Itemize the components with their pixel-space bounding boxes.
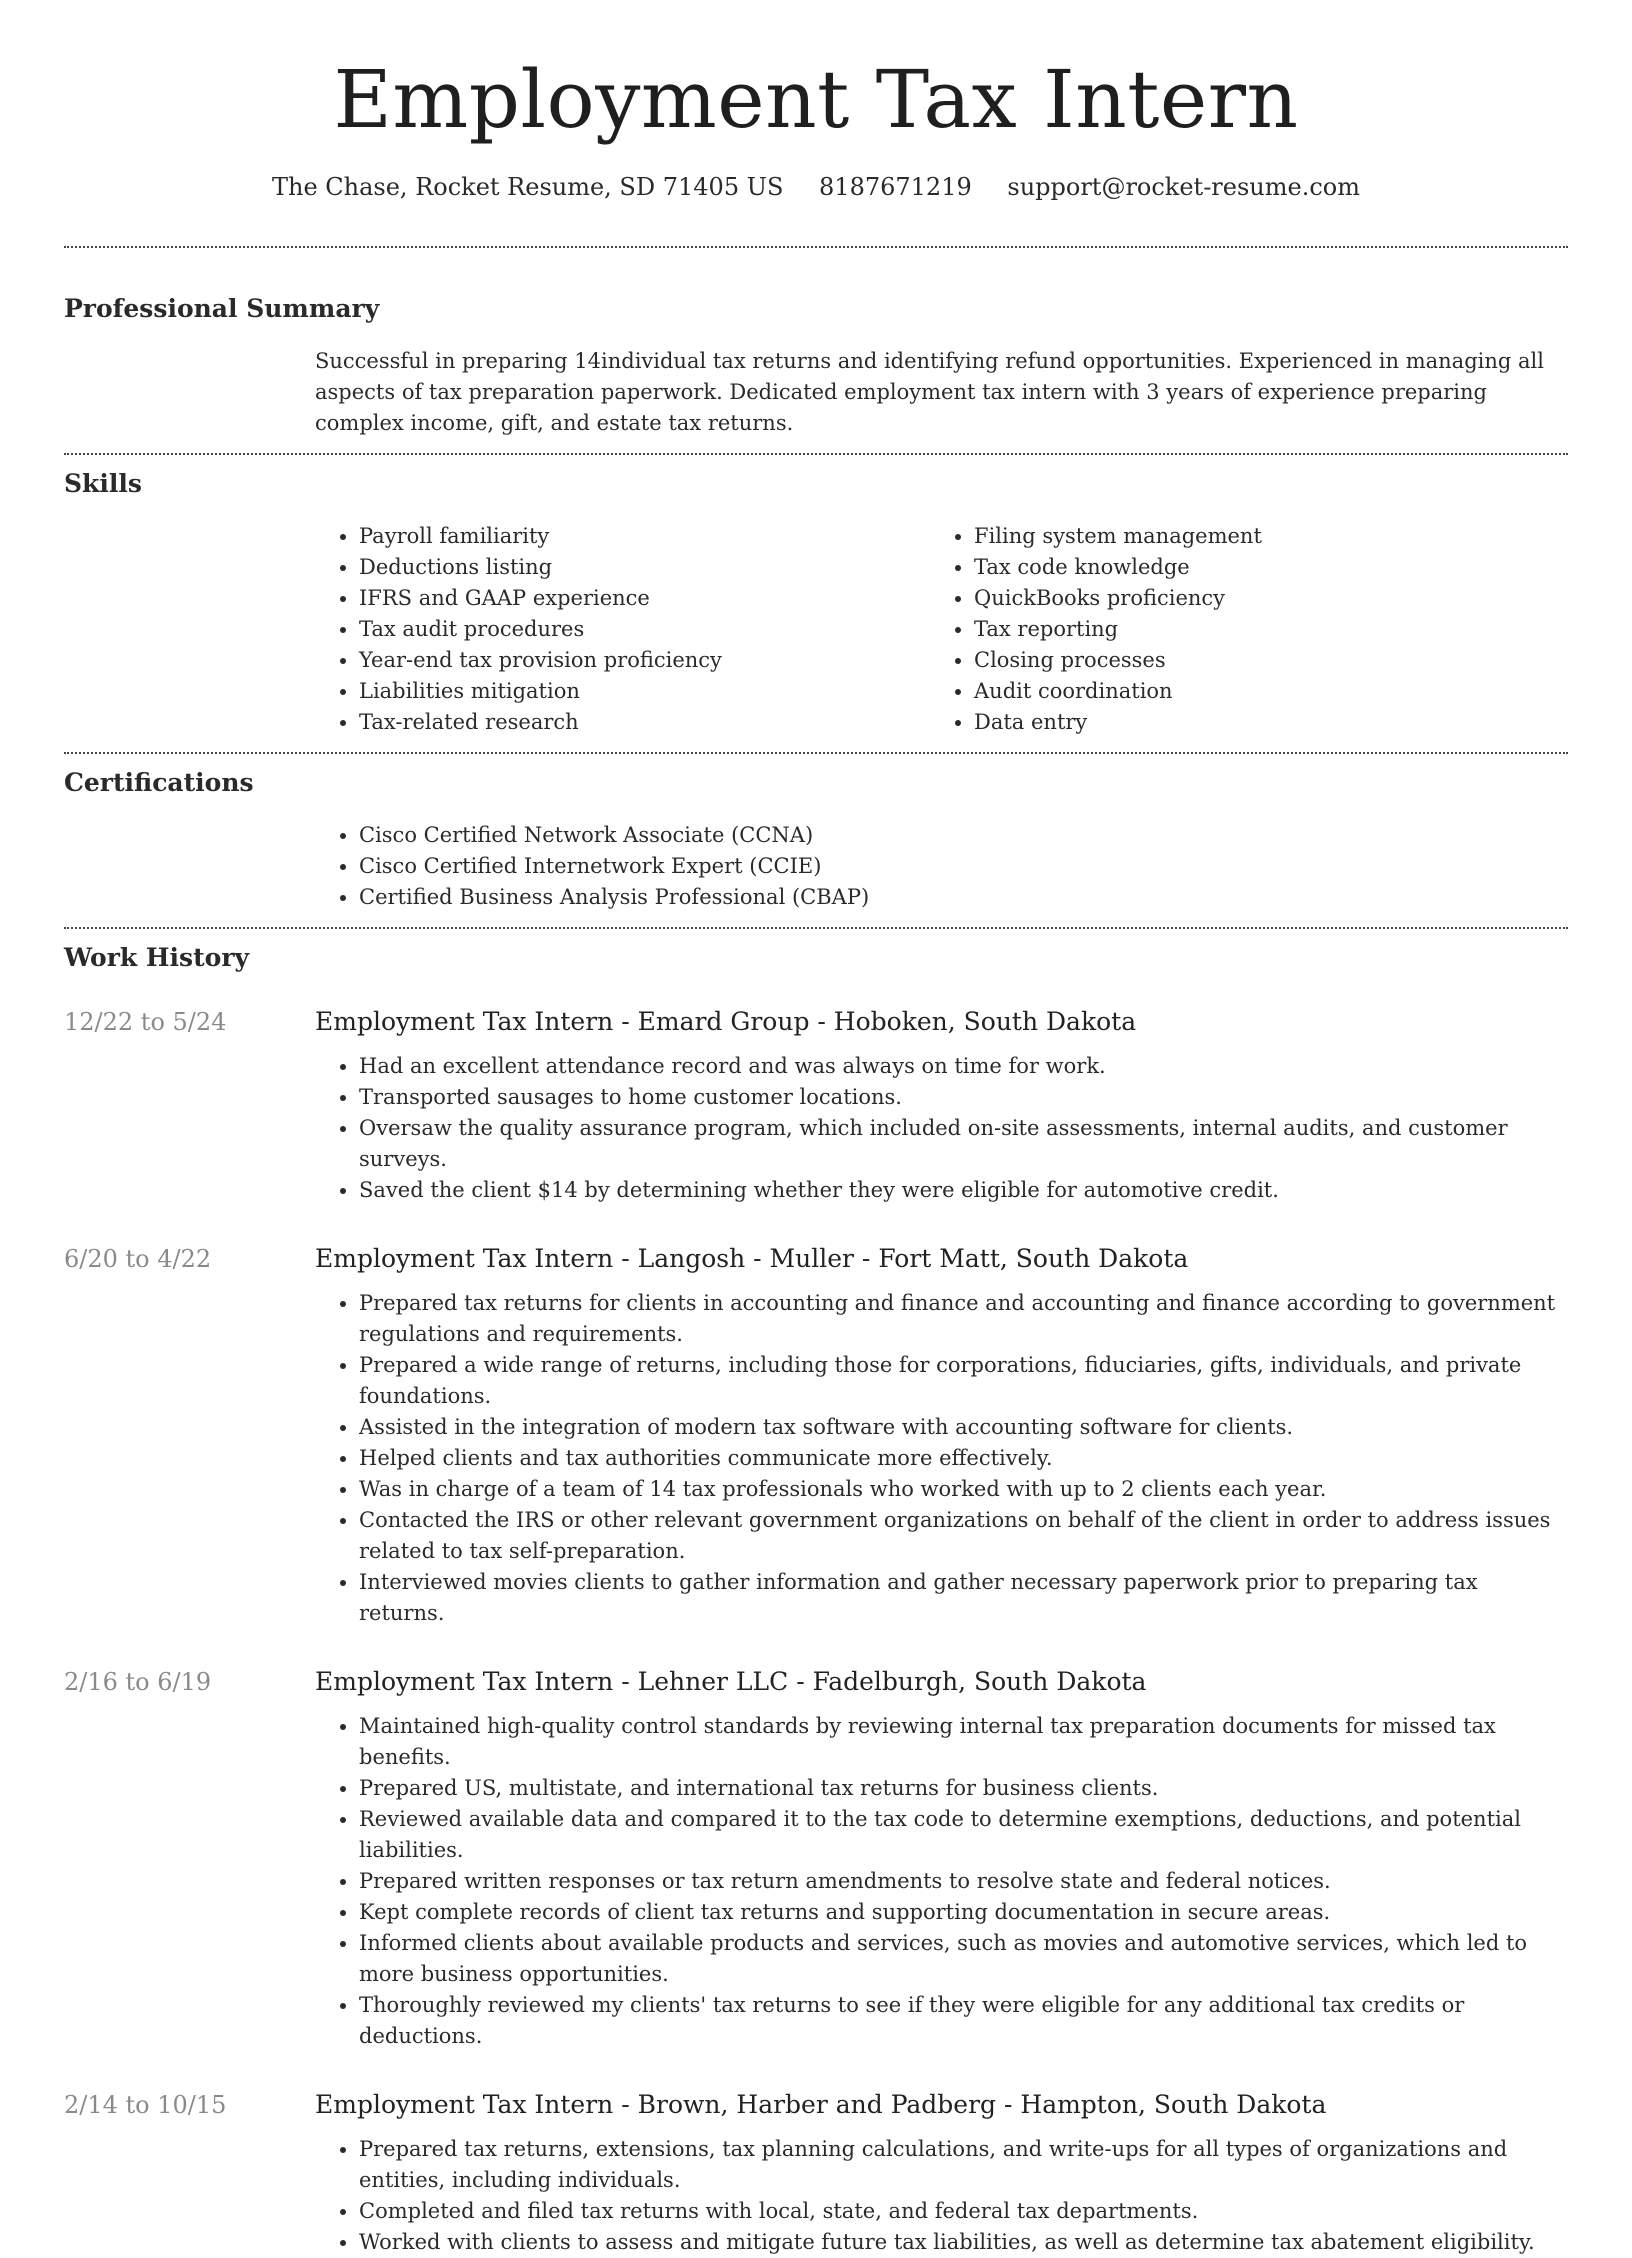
job-title: Employment Tax Intern - Brown, Harber and Padberg - Hampton, South Dakota xyxy=(315,2090,1327,2119)
section-divider xyxy=(64,752,1568,754)
list-item: • Data entry xyxy=(974,707,1545,738)
job-title: Employment Tax Intern - Langosh - Muller - Fort Matt, South Dakota xyxy=(315,1244,1189,1273)
job-date: 6/20 to 4/22 xyxy=(64,1245,212,1273)
list-item: • Prepared US, multistate, and international tax returns for business clients. xyxy=(359,1773,1568,1804)
list-item: • Deductions listing xyxy=(359,552,930,583)
contact-email: support@rocket-resume.com xyxy=(1007,173,1360,201)
list-item: • Year-end tax provision proficiency xyxy=(359,645,930,676)
section-title-certifications: Certifications xyxy=(64,768,254,797)
list-item: • Tax-related research xyxy=(359,707,930,738)
contact-address: The Chase, Rocket Resume, SD 71405 US xyxy=(271,173,784,201)
candidate-name: Employment Tax Intern xyxy=(333,53,1299,146)
job-body xyxy=(315,2088,1568,2258)
list-item: • Transported sausages to home customer locations. xyxy=(359,1082,1568,1113)
skills-list-right xyxy=(930,521,1545,738)
job-entry xyxy=(64,2088,1568,2258)
certifications-block xyxy=(315,820,1568,927)
certifications-section xyxy=(64,766,1568,927)
list-item: • Kept complete records of client tax returns and supporting documentation in secure areas. xyxy=(359,1897,1568,1928)
job-bullets xyxy=(315,1288,1568,1629)
list-item: • Closing processes xyxy=(974,645,1545,676)
job-bullets xyxy=(315,2134,1568,2258)
section-divider xyxy=(64,927,1568,929)
list-item: • Informed clients about available products and services, such as movies and automotive services, which led to more business opportunities. xyxy=(359,1928,1568,1990)
job-entry xyxy=(64,1005,1568,1206)
skills-section xyxy=(64,467,1568,752)
job-body xyxy=(315,1665,1568,2052)
section-title-work-history: Work History xyxy=(64,943,250,972)
list-item: • Tax audit procedures xyxy=(359,614,930,645)
section-divider xyxy=(64,246,1568,248)
job-bullets xyxy=(315,1051,1568,1206)
certifications-list xyxy=(315,820,1568,913)
contact-line xyxy=(64,170,1568,204)
job-date: 2/14 to 10/15 xyxy=(64,2091,227,2119)
list-item: • Contacted the IRS or other relevant government organizations on behalf of the client in order to address issues related to tax self-preparation. xyxy=(359,1505,1568,1567)
skills-columns xyxy=(315,521,1568,752)
job-body xyxy=(315,1242,1568,1629)
job-entry xyxy=(64,1665,1568,2052)
job-title: Employment Tax Intern - Emard Group - Hoboken, South Dakota xyxy=(315,1007,1137,1036)
list-item: • Prepared a wide range of returns, including those for corporations, fiduciaries, gifts, individuals, and private foundations. xyxy=(359,1350,1568,1412)
list-item: • Audit coordination xyxy=(974,676,1545,707)
resume-page xyxy=(64,0,1568,2254)
list-item: • Was in charge of a team of 14 tax professionals who worked with up to 2 clients each year. xyxy=(359,1474,1568,1505)
job-date: 12/22 to 5/24 xyxy=(64,1008,227,1036)
list-item: • Cisco Certified Internetwork Expert (CCIE) xyxy=(359,851,1568,882)
skills-list-left xyxy=(315,521,930,738)
list-item: • Prepared written responses or tax return amendments to resolve state and federal notices. xyxy=(359,1866,1568,1897)
list-item: • Certified Business Analysis Professional (CBAP) xyxy=(359,882,1568,913)
list-item: • Thoroughly reviewed my clients' tax returns to see if they were eligible for any additional tax credits or deductions. xyxy=(359,1990,1568,2052)
work-history-section xyxy=(64,941,1568,2258)
contact-phone: 8187671219 xyxy=(819,173,972,201)
list-item: • Helped clients and tax authorities communicate more effectively. xyxy=(359,1443,1568,1474)
list-item: • Tax reporting xyxy=(974,614,1545,645)
job-date: 2/16 to 6/19 xyxy=(64,1668,212,1696)
list-item: • Cisco Certified Network Associate (CCNA) xyxy=(359,820,1568,851)
resume-header xyxy=(64,0,1568,204)
list-item: • Liabilities mitigation xyxy=(359,676,930,707)
job-body xyxy=(315,1005,1568,1206)
list-item: • Saved the client $14 by determining whether they were eligible for automotive credit. xyxy=(359,1175,1568,1206)
list-item: • Reviewed available data and compared it to the tax code to determine exemptions, deductions, and potential liabilities. xyxy=(359,1804,1568,1866)
list-item: • Interviewed movies clients to gather information and gather necessary paperwork prior to preparing tax returns. xyxy=(359,1567,1568,1629)
list-item: • Worked with clients to assess and mitigate future tax liabilities, as well as determine tax abatement eligibility. xyxy=(359,2227,1568,2258)
list-item: • Payroll familiarity xyxy=(359,521,930,552)
list-item: • Prepared tax returns for clients in accounting and finance and accounting and finance according to government regulations and requirements. xyxy=(359,1288,1568,1350)
list-item: • IFRS and GAAP experience xyxy=(359,583,930,614)
list-item: • Maintained high-quality control standards by reviewing internal tax preparation documents for missed tax benefits. xyxy=(359,1711,1568,1773)
section-title-skills: Skills xyxy=(64,469,142,498)
list-item: • Filing system management xyxy=(974,521,1545,552)
list-item: • Tax code knowledge xyxy=(974,552,1545,583)
job-title: Employment Tax Intern - Lehner LLC - Fadelburgh, South Dakota xyxy=(315,1667,1147,1696)
professional-summary-section xyxy=(64,292,1568,453)
section-title-summary: Professional Summary xyxy=(64,294,380,323)
summary-text: Successful in preparing 14individual tax returns and identifying refund opportunities. Experienced in managing all aspects of tax preparation paperwork. Dedicated employment tax intern with 3 years of experience preparing complex income, gift, and estate tax returns. xyxy=(315,349,1544,435)
list-item: • Had an excellent attendance record and was always on time for work. xyxy=(359,1051,1568,1082)
list-item: • Oversaw the quality assurance program, which included on-site assessments, internal audits, and customer surveys. xyxy=(359,1113,1568,1175)
job-entry xyxy=(64,1242,1568,1629)
job-bullets xyxy=(315,1711,1568,2052)
list-item: • QuickBooks proficiency xyxy=(974,583,1545,614)
list-item: • Assisted in the integration of modern tax software with accounting software for clients. xyxy=(359,1412,1568,1443)
list-item: • Prepared tax returns, extensions, tax planning calculations, and write-ups for all types of organizations and entities, including individuals. xyxy=(359,2134,1568,2196)
section-divider xyxy=(64,453,1568,455)
list-item: • Completed and filed tax returns with local, state, and federal tax departments. xyxy=(359,2196,1568,2227)
